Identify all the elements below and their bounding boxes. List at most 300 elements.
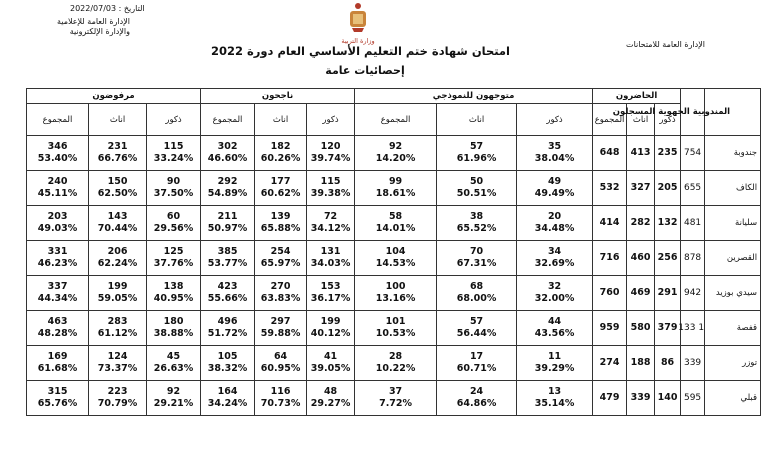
model-total-value: 28 [388, 351, 403, 362]
registered-count: 1 133 [681, 311, 705, 346]
model-total-percent: 14.20% [375, 153, 416, 164]
model-female-percent: 67.31% [456, 258, 497, 269]
page-subtitle: إحصائيات عامة [325, 64, 405, 77]
passed-female [255, 311, 307, 346]
rejected-female [89, 136, 147, 171]
rejected-male-value: 125 [163, 246, 184, 257]
passed-male-value: 199 [320, 316, 341, 327]
date-label: التاريخ : [118, 4, 145, 13]
rejected-male-percent: 40.95% [153, 293, 194, 304]
present-female [627, 171, 655, 206]
model-female-percent: 50.51% [456, 188, 497, 199]
model-total-value: 104 [385, 246, 406, 257]
passed-male [307, 311, 355, 346]
present-male-value: 256 [657, 252, 678, 263]
model-total [355, 241, 437, 276]
model-male-value: 20 [547, 211, 562, 222]
present-total [593, 311, 627, 346]
model-female [437, 346, 517, 381]
rejected-female-percent: 62.24% [97, 258, 138, 269]
model-female [437, 171, 517, 206]
model-total-percent: 7.72% [379, 398, 413, 409]
passed-female-percent: 63.83% [260, 293, 301, 304]
table-row [27, 241, 761, 276]
model-male-value: 11 [547, 351, 562, 362]
model-total-value: 101 [385, 316, 406, 327]
passed-female-value: 139 [270, 211, 291, 222]
passed-male [307, 171, 355, 206]
passed-female-percent: 60.95% [260, 363, 301, 374]
rejected-female-percent: 70.79% [97, 398, 138, 409]
rejected-male-header: ذكور [147, 104, 201, 136]
model-male-percent: 32.69% [534, 258, 575, 269]
rejected-male-percent: 38.88% [153, 328, 194, 339]
left-dept-line1: الإدارة العامة للإعلامية [57, 17, 130, 26]
passed-total-value: 302 [217, 141, 238, 152]
rejected-total [27, 206, 89, 241]
rejected-male-value: 45 [166, 351, 181, 362]
present-total [593, 241, 627, 276]
rejected-total [27, 311, 89, 346]
model-total-percent: 14.53% [375, 258, 416, 269]
rejected-female-value: 223 [107, 386, 128, 397]
rejected-total [27, 171, 89, 206]
present-female-value: 413 [630, 147, 651, 158]
model-female-value: 38 [469, 211, 484, 222]
present-total-value: 532 [599, 182, 620, 193]
rejected-total-value: 315 [47, 386, 68, 397]
rejected-male-value: 180 [163, 316, 184, 327]
rejected-total [27, 346, 89, 381]
rejected-male-value: 90 [166, 176, 181, 187]
passed-total-value: 385 [217, 246, 238, 257]
rejected-total-percent: 46.23% [37, 258, 78, 269]
present-total-value: 716 [599, 252, 620, 263]
passed-total [201, 136, 255, 171]
model-female [437, 311, 517, 346]
model-male-value: 35 [547, 141, 562, 152]
model-total-percent: 10.22% [375, 363, 416, 374]
present-male-value: 86 [660, 357, 675, 368]
present-male-value: 132 [657, 217, 678, 228]
passed-male-percent: 34.03% [310, 258, 351, 269]
passed-female [255, 241, 307, 276]
passed-total-percent: 54.89% [207, 188, 248, 199]
rejected-female-value: 206 [107, 246, 128, 257]
present-total [593, 276, 627, 311]
model-female-percent: 65.52% [456, 223, 497, 234]
model-male [517, 206, 593, 241]
model-female [437, 136, 517, 171]
passed-male-value: 153 [320, 281, 341, 292]
model-female-percent: 64.86% [456, 398, 497, 409]
table-row [27, 381, 761, 416]
rejected-male-percent: 26.63% [153, 363, 194, 374]
registered-count: 595 [681, 381, 705, 416]
present-female [627, 311, 655, 346]
model-male-value: 34 [547, 246, 562, 257]
model-male [517, 241, 593, 276]
present-female-header: اناث [627, 104, 655, 136]
model-total-percent: 13.16% [375, 293, 416, 304]
passed-header: ناجحون [201, 89, 355, 104]
passed-male-percent: 29.27% [310, 398, 351, 409]
registered-count: 878 [681, 241, 705, 276]
model-total-percent: 14.01% [375, 223, 416, 234]
passed-female-percent: 65.88% [260, 223, 301, 234]
rejected-female-value: 143 [107, 211, 128, 222]
present-male [655, 381, 681, 416]
table-row [27, 311, 761, 346]
rejected-header: مرفوضون [27, 89, 201, 104]
passed-female-header: اناث [255, 104, 307, 136]
present-male-value: 235 [657, 147, 678, 158]
rejected-male-percent: 37.50% [153, 188, 194, 199]
present-female [627, 346, 655, 381]
rejected-total-value: 346 [47, 141, 68, 152]
table-row [27, 276, 761, 311]
left-department [20, 17, 130, 37]
registered-count: 655 [681, 171, 705, 206]
passed-female-percent: 59.88% [260, 328, 301, 339]
present-total-value: 274 [599, 357, 620, 368]
rejected-male [147, 171, 201, 206]
rejected-female [89, 276, 147, 311]
passed-male-percent: 39.38% [310, 188, 351, 199]
table-row [27, 346, 761, 381]
rejected-male-value: 92 [166, 386, 181, 397]
passed-female-value: 177 [270, 176, 291, 187]
left-dept-line2: والإدارة الإلكترونية [69, 27, 130, 36]
passed-male-percent: 40.12% [310, 328, 351, 339]
model-male-percent: 49.49% [534, 188, 575, 199]
present-total [593, 206, 627, 241]
region-name: قبلي [705, 381, 761, 416]
rejected-male-percent: 29.56% [153, 223, 194, 234]
ministry-emblem [338, 2, 378, 46]
region-name: سيدي بوزيد [705, 276, 761, 311]
passed-total-value: 423 [217, 281, 238, 292]
table-row [27, 136, 761, 171]
rejected-female [89, 381, 147, 416]
passed-total [201, 346, 255, 381]
rejected-total-value: 169 [47, 351, 68, 362]
region-name: قفصة [705, 311, 761, 346]
date-line [70, 4, 145, 14]
rejected-female [89, 171, 147, 206]
model-total [355, 346, 437, 381]
model-total-value: 100 [385, 281, 406, 292]
rejected-female-percent: 70.44% [97, 223, 138, 234]
passed-male [307, 381, 355, 416]
model-total-percent: 18.61% [375, 188, 416, 199]
model-total [355, 311, 437, 346]
passed-male-value: 115 [320, 176, 341, 187]
passed-total-percent: 46.60% [207, 153, 248, 164]
model-female-percent: 60.71% [456, 363, 497, 374]
table-row [27, 206, 761, 241]
present-male-header: ذكور [655, 104, 681, 136]
rejected-female [89, 311, 147, 346]
region-name: الكاف [705, 171, 761, 206]
passed-female-percent: 60.26% [260, 153, 301, 164]
rejected-total-value: 463 [47, 316, 68, 327]
present-total-value: 760 [599, 287, 620, 298]
passed-female-percent: 65.97% [260, 258, 301, 269]
rejected-female [89, 346, 147, 381]
passed-female-value: 182 [270, 141, 291, 152]
model-total [355, 136, 437, 171]
rejected-male [147, 276, 201, 311]
present-header: الحاضرون [593, 89, 681, 104]
model-total [355, 276, 437, 311]
present-male [655, 311, 681, 346]
model-male-value: 49 [547, 176, 562, 187]
passed-total-value: 292 [217, 176, 238, 187]
rejected-female-value: 124 [107, 351, 128, 362]
model-female-value: 17 [469, 351, 484, 362]
rejected-total-percent: 44.34% [37, 293, 78, 304]
model-male [517, 381, 593, 416]
rejected-total-percent: 65.76% [37, 398, 78, 409]
present-male [655, 276, 681, 311]
statistics-table [26, 88, 761, 416]
present-male-value: 140 [657, 392, 678, 403]
passed-male [307, 136, 355, 171]
passed-female [255, 136, 307, 171]
rejected-female-percent: 59.05% [97, 293, 138, 304]
table-row [27, 171, 761, 206]
model-female-value: 50 [469, 176, 484, 187]
present-female-value: 327 [630, 182, 651, 193]
rejected-total-percent: 53.40% [37, 153, 78, 164]
rejected-male-value: 138 [163, 281, 184, 292]
passed-total-value: 105 [217, 351, 238, 362]
passed-female [255, 206, 307, 241]
passed-male-value: 48 [323, 386, 338, 397]
model-total-value: 58 [388, 211, 403, 222]
model-male-percent: 34.48% [534, 223, 575, 234]
model-female-percent: 56.44% [456, 328, 497, 339]
model-female [437, 206, 517, 241]
rejected-female-value: 150 [107, 176, 128, 187]
passed-male-value: 41 [323, 351, 338, 362]
registered-count: 481 [681, 206, 705, 241]
rejected-female [89, 241, 147, 276]
present-female [627, 276, 655, 311]
rejected-total-percent: 61.68% [37, 363, 78, 374]
rejected-total-value: 203 [47, 211, 68, 222]
rejected-total-value: 337 [47, 281, 68, 292]
model-female-percent: 68.00% [456, 293, 497, 304]
rejected-male-value: 115 [163, 141, 184, 152]
passed-female-percent: 70.73% [260, 398, 301, 409]
model-male [517, 311, 593, 346]
passed-total-percent: 34.24% [207, 398, 248, 409]
present-female [627, 206, 655, 241]
passed-female [255, 276, 307, 311]
present-female [627, 241, 655, 276]
rejected-male-percent: 29.21% [153, 398, 194, 409]
rejected-female-value: 231 [107, 141, 128, 152]
registered-count: 754 [681, 136, 705, 171]
present-total-value: 479 [599, 392, 620, 403]
passed-female-value: 116 [270, 386, 291, 397]
region-header: المندوبية الجهوية المسجلون [705, 89, 761, 136]
passed-total-percent: 53.77% [207, 258, 248, 269]
model-total [355, 171, 437, 206]
present-total-value: 414 [599, 217, 620, 228]
rejected-total-percent: 48.28% [37, 328, 78, 339]
present-male-value: 291 [657, 287, 678, 298]
model-female-value: 24 [469, 386, 484, 397]
passed-total-percent: 38.32% [207, 363, 248, 374]
model-male-percent: 35.14% [534, 398, 575, 409]
present-female-value: 580 [630, 322, 651, 333]
present-male [655, 171, 681, 206]
model-female [437, 276, 517, 311]
passed-female-value: 64 [273, 351, 288, 362]
region-name: توزر [705, 346, 761, 381]
passed-female-value: 270 [270, 281, 291, 292]
rejected-female-percent: 62.50% [97, 188, 138, 199]
rejected-total [27, 276, 89, 311]
right-department: الإدارة العامة للامتحانات [626, 40, 705, 49]
present-total-value: 959 [599, 322, 620, 333]
passed-total [201, 206, 255, 241]
rejected-total-percent: 49.03% [37, 223, 78, 234]
passed-total [201, 311, 255, 346]
rejected-total-value: 240 [47, 176, 68, 187]
passed-total-percent: 55.66% [207, 293, 248, 304]
present-female-value: 469 [630, 287, 651, 298]
rejected-male [147, 241, 201, 276]
passed-total [201, 171, 255, 206]
model-male-percent: 32.00% [534, 293, 575, 304]
rejected-male [147, 381, 201, 416]
model-total [355, 381, 437, 416]
rejected-total-percent: 45.11% [37, 188, 78, 199]
passed-total [201, 241, 255, 276]
present-male [655, 206, 681, 241]
rejected-male-percent: 37.76% [153, 258, 194, 269]
present-female-value: 282 [630, 217, 651, 228]
model-female-value: 57 [469, 316, 484, 327]
ministry-name: وزارة التربية [341, 37, 375, 45]
model-male-percent: 38.04% [534, 153, 575, 164]
passed-total-percent: 51.72% [207, 328, 248, 339]
model-female [437, 381, 517, 416]
model-female-header: اناث [437, 104, 517, 136]
present-male [655, 241, 681, 276]
header-row-groups [27, 89, 761, 104]
present-female [627, 136, 655, 171]
rejected-female-value: 199 [107, 281, 128, 292]
date-value: 2022/07/03 [70, 4, 117, 13]
passed-male-percent: 39.05% [310, 363, 351, 374]
present-male [655, 346, 681, 381]
rejected-male-percent: 33.24% [153, 153, 194, 164]
present-female [627, 381, 655, 416]
rejected-female-header: اناث [89, 104, 147, 136]
rejected-male [147, 136, 201, 171]
model-total [355, 206, 437, 241]
model-total-value: 99 [388, 176, 403, 187]
model-total-value: 92 [388, 141, 403, 152]
rejected-total [27, 381, 89, 416]
model-male [517, 136, 593, 171]
present-male-value: 379 [657, 322, 678, 333]
passed-male-percent: 39.74% [310, 153, 351, 164]
rejected-male [147, 346, 201, 381]
present-female-value: 339 [630, 392, 651, 403]
passed-female-value: 297 [270, 316, 291, 327]
rejected-total [27, 136, 89, 171]
registered-count: 339 [681, 346, 705, 381]
present-total [593, 171, 627, 206]
present-total [593, 346, 627, 381]
rejected-female-percent: 73.37% [97, 363, 138, 374]
present-total [593, 136, 627, 171]
passed-male-percent: 34.12% [310, 223, 351, 234]
region-name: سليانة [705, 206, 761, 241]
model-male-value: 13 [547, 386, 562, 397]
passed-female [255, 346, 307, 381]
present-total-value: 648 [599, 147, 620, 158]
passed-total-value: 496 [217, 316, 238, 327]
model-female [437, 241, 517, 276]
passed-total-header: المجموع [201, 104, 255, 136]
model-male [517, 276, 593, 311]
model-total-value: 37 [388, 386, 403, 397]
present-total-header: المجموع [593, 104, 627, 136]
passed-male-percent: 36.17% [310, 293, 351, 304]
rejected-total [27, 241, 89, 276]
rejected-male-value: 60 [166, 211, 181, 222]
passed-total [201, 381, 255, 416]
model-female-percent: 61.96% [456, 153, 497, 164]
present-female-value: 460 [630, 252, 651, 263]
passed-male [307, 206, 355, 241]
passed-female-value: 254 [270, 246, 291, 257]
region-name: القصرين [705, 241, 761, 276]
present-male [655, 136, 681, 171]
model-male-percent: 43.56% [534, 328, 575, 339]
model-female-value: 68 [469, 281, 484, 292]
passed-total-value: 164 [217, 386, 238, 397]
rejected-total-value: 331 [47, 246, 68, 257]
model-male-percent: 39.29% [534, 363, 575, 374]
table-body [27, 136, 761, 416]
model-male [517, 346, 593, 381]
passed-male [307, 346, 355, 381]
passed-total-percent: 50.97% [207, 223, 248, 234]
model-male-value: 44 [547, 316, 562, 327]
present-male-value: 205 [657, 182, 678, 193]
passed-male-value: 72 [323, 211, 338, 222]
present-female-value: 188 [630, 357, 651, 368]
model-total-percent: 10.53% [375, 328, 416, 339]
passed-female-percent: 60.62% [260, 188, 301, 199]
passed-total-value: 211 [217, 211, 238, 222]
rejected-female-value: 283 [107, 316, 128, 327]
rejected-male [147, 311, 201, 346]
model-header: متوجهون للنموذجي [355, 89, 593, 104]
model-male-value: 32 [547, 281, 562, 292]
model-male [517, 171, 593, 206]
rejected-total-header: المجموع [27, 104, 89, 136]
page-title: امتحان شهادة ختم التعليم الأساسي العام دورة 2022 [210, 44, 510, 58]
